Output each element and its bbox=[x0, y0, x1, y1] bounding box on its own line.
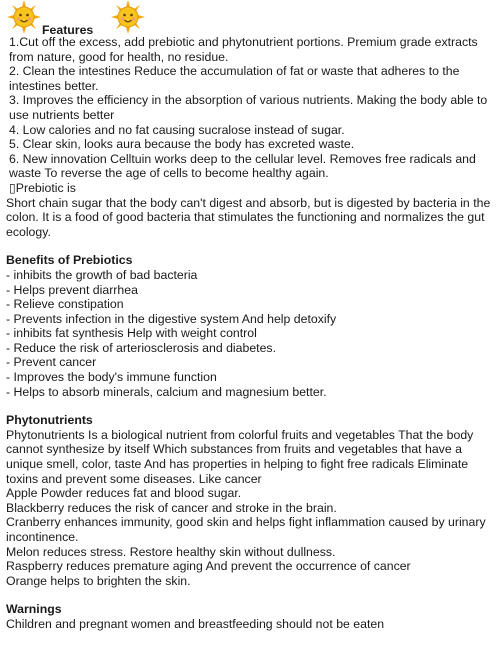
section-gap bbox=[6, 239, 494, 253]
feature-item: 6. New innovation Celltuin works deep to the cellular level. Removes free radicals and waste To reverse the age of cells to become healthy again. bbox=[9, 151, 476, 181]
phytonutrient-item: Melon reduces stress. Restore healthy skin without dullness. bbox=[6, 544, 336, 559]
feature-item: 3. Improves the efficiency in the absorption of various nutrients. Making the body able to use nutrients better bbox=[9, 93, 488, 122]
phytonutrient-item: Apple Powder reduces fat and blood sugar. bbox=[6, 486, 242, 501]
phytonutrient-item: Blackberry reduces the risk of cancer and stroke in the brain. bbox=[6, 500, 337, 515]
prebiotic-definition: Short chain sugar that the body can't digest and absorb, but is digested by bacteria in the colon. It is a food of good bacteria that stimulates the functioning and normalizes the gut ecology. bbox=[6, 195, 491, 239]
benefit-item: - Relieve constipation bbox=[6, 297, 124, 312]
phytonutrient-item: Raspberry reduces premature aging And prevent the occurrence of cancer bbox=[6, 559, 411, 574]
phytonutrients-paragraph: Phytonutrients Is a biological nutrient from colorful fruits and vegetables That the body cannot synthesize by itself Which substances from fruits and vegetables that have a unique smell, color, taste And has properties in helping to fight free radicals Eliminate toxins and prevent some diseases. Like cancer bbox=[6, 427, 474, 486]
warnings-text: Children and pregnant women and breastfeeding should not be eaten bbox=[6, 616, 385, 631]
feature-item: 1.Cut off the excess, add prebiotic and phytonutrient portions. Premium grade extracts from nature, good for health, no residue. bbox=[9, 35, 478, 64]
warnings-title: Warnings bbox=[6, 602, 62, 617]
benefit-item: - Helps to absorb minerals, calcium and magnesium better. bbox=[6, 384, 327, 399]
section-gap bbox=[6, 588, 494, 602]
phytonutrients-section bbox=[6, 413, 494, 588]
sun-emoji-icon bbox=[7, 0, 41, 34]
feature-item: 4. Low calories and no fat causing sucralose instead of sugar. bbox=[9, 122, 345, 137]
feature-item: 5. Clear skin, looks aura because the body has excreted waste. bbox=[9, 137, 355, 152]
benefit-item: - Prevent cancer bbox=[6, 355, 97, 370]
benefit-item: - Reduce the risk of arteriosclerosis and diabetes. bbox=[6, 340, 276, 355]
features-list bbox=[6, 35, 494, 239]
phytonutrient-item: Cranberry enhances immunity, good skin and helps fight inflammation caused by urinary incontinence. bbox=[6, 515, 486, 544]
benefit-item: - Improves the body's immune function bbox=[6, 370, 217, 385]
benefit-item: - inhibits the growth of bad bacteria bbox=[6, 267, 198, 282]
benefits-title: Benefits of Prebiotics bbox=[6, 253, 133, 268]
warnings-section bbox=[6, 602, 494, 631]
benefits-section bbox=[6, 253, 494, 399]
features-title: Features bbox=[42, 23, 94, 37]
section-gap bbox=[6, 399, 494, 413]
prebiotic-label: ▯Prebiotic is bbox=[9, 180, 76, 195]
phytonutrient-item: Orange helps to brighten the skin. bbox=[6, 573, 191, 588]
benefit-item: - Helps prevent diarrhea bbox=[6, 282, 138, 297]
benefit-item: - Prevents infection in the digestive system And help detoxify bbox=[6, 311, 337, 326]
features-header bbox=[6, 0, 494, 37]
benefit-item: - inhibits fat synthesis Help with weight control bbox=[6, 326, 257, 341]
sun-emoji-icon bbox=[111, 0, 145, 34]
feature-item: 2. Clean the intestines Reduce the accumulation of fat or waste that adheres to the intestines better. bbox=[9, 64, 460, 93]
phytonutrients-title: Phytonutrients bbox=[6, 413, 93, 428]
